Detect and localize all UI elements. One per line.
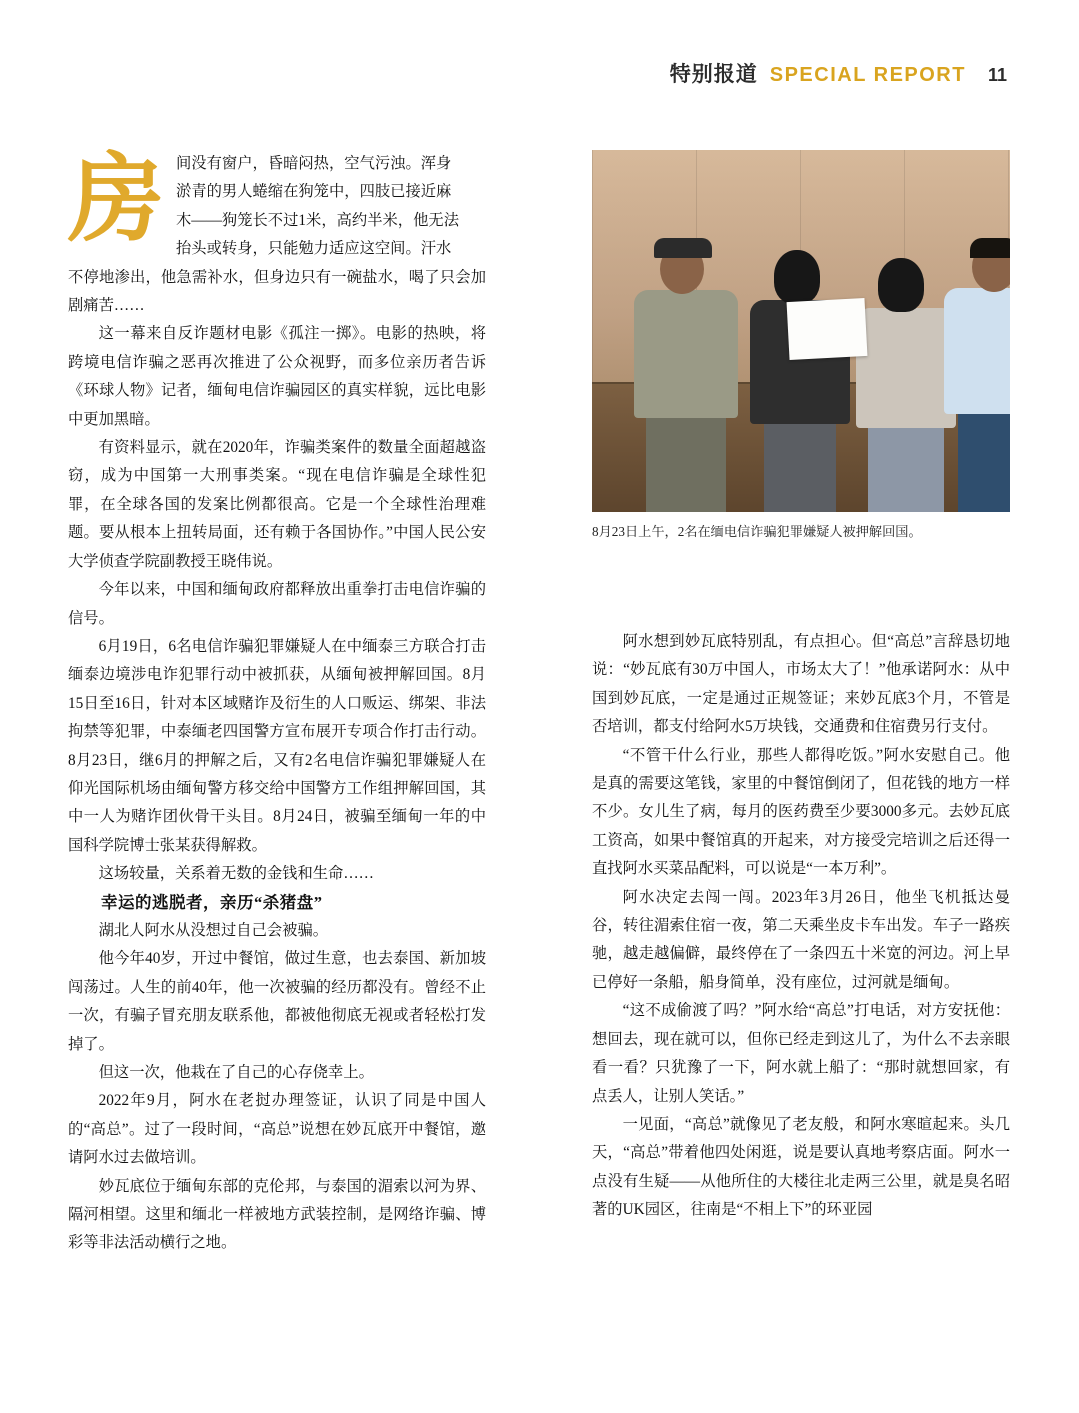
body-paragraph: 他今年40岁，开过中餐馆，做过生意，也去泰国、新加坡闯荡过。人生的前40年，他一次被骗的经历都没有。曾经不止一次，有骗子冒充朋友联系他，都被他彻底无视或者轻松打发掉了。 [68,950,486,1053]
figure-legs [868,426,944,512]
body-paragraph: 今年以来，中国和缅甸政府都释放出重拳打击电信诈骗的信号。 [68,581,486,627]
left-column [68,146,486,1258]
body-paragraph: 阿水想到妙瓦底特别乱，有点担心。但“高总”言辞恳切地说：“妙瓦底有30万中国人，市场太大了！”他承诺阿水：从中国到妙瓦底，一定是通过正规签证；来妙瓦底3个月，不管是否培训，都支付给阿水5万块钱，交通费和住宿费另行支付。 [592,633,1010,736]
section-title-en: SPECIAL REPORT [769,64,966,86]
lead-line: 抬头或转身，只能勉力适应这空间。汗水 [176,240,452,258]
police-officer-figure [630,244,742,512]
body-paragraph: 这场较量，关系着无数的金钱和生命…… [98,865,374,883]
lead-line: 木——狗笼长不过1米，高约半米，他无法 [176,211,459,229]
page-number: 11 [987,65,1007,85]
body-paragraph: 这一幕来自反诈题材电影《孤注一掷》。电影的热映，将跨境电信诈骗之恶再次推进了公众视野，而多位亲历者告诉《环球人物》记者，缅甸电信诈骗园区的真实样貌，远比电影中更加黑暗。 [68,325,486,428]
figure-body [944,288,1010,414]
body-paragraph: 阿水决定去闯一闯。2023年3月26日，他坐飞机抵达曼谷，转往湄索住宿一夜，第二天乘坐皮卡车出发。车子一路疾驰，越走越偏僻，最终停在了一条四五十米宽的河边。河上早已停好一条船，船身简单，没有座位，过河就是缅甸。 [592,888,1010,991]
page-header [670,58,1007,88]
body-paragraph: 一见面，“高总”就像见了老友般，和阿水寒暄起来。头几天，“高总”带着他四处闲逛，说是要认真地考察店面。阿水一点没有生疑——从他所住的大楼往北走两三公里，就是臭名昭著的UK园区，往南是“不相上下”的环亚园 [592,1115,1010,1219]
police-cap [654,238,712,258]
drop-cap: 房 [68,146,164,253]
photo-block [592,150,1010,541]
handover-document [787,298,868,360]
body-paragraph: “这不成偷渡了吗？”阿水给“高总”打电话，对方安抚他：想回去，现在就可以，但你已经走到这儿了，为什么不去亲眼看一看？只犹豫了一下，阿水就上船了：“那时就想回家，有点丢人，让别人笑话。” [592,1002,1010,1105]
right-column [592,628,1010,1225]
figure-body [856,308,956,428]
body-paragraph: 妙瓦底位于缅甸东部的克伦邦，与泰国的湄索以河为界、隔河相望。这里和缅北一样被地方武装控制，是网络诈骗、博彩等非法活动横行之地。 [68,1177,486,1252]
body-paragraph: 6月19日，6名电信诈骗犯罪嫌疑人在中缅泰三方联合打击缅泰边境涉电诈犯罪行动中被抓获，从缅甸被押解回国。8月15日至16日，针对本区域赌诈及衍生的人口贩运、绑架、非法拘禁等犯罪，中泰缅老四国警方宣布展开专项合作打击行动。8月23日，继6月的押解之后，又有2名电信诈骗犯罪嫌疑人在仰光国际机场由缅甸警方移交给中国警方工作组押解回国，其中一人为赌诈团伙骨干头目。8月24日，被骗至缅甸一年的中国科学院博士张某获得解救。 [68,637,486,854]
body-paragraph: 但这一次，他栽在了自己的心存侥幸上。 [98,1064,374,1081]
lead-paragraph [68,146,486,320]
suspects-handover-photo [592,150,1010,512]
body-paragraph: 有资料显示，就在2020年，诈骗类案件的数量全面超越盗窃，成为中国第一大刑事类案。“现在电信诈骗是全球性犯罪，在全球各国的发案比例都很高。它是一个全球性治理难题。要从根本上扭转局面，还有赖于各国协作。”中国人民公安大学侦查学院副教授王晓伟说。 [68,439,486,570]
figure-hood [774,250,820,304]
figure-legs [764,422,836,512]
body-paragraph: 2022年9月，阿水在老挝办理签证，认识了同是中国人的“高总”。过了一段时间，“高总”说想在妙瓦底开中餐馆，邀请阿水过去做培训。 [68,1092,486,1167]
section-subheading: 幸运的逃脱者，亲历“杀猪盘” [101,892,323,912]
figure-legs [646,416,726,512]
figure-hair [970,238,1010,258]
figure-hood [878,258,924,312]
lead-line: 间没有窗户，昏暗闷热，空气污浊。浑身 [176,155,452,172]
body-paragraph: “不管干什么行业，那些人都得吃饭。”阿水安慰自己。他是真的需要这笔钱，家里的中餐馆倒闭了，但花钱的地方一样不少。女儿生了病，每月的医药费至少要3000多元。去妙瓦底工资高，如果中餐馆真的开起来，对方接受完培训之后还得一直找阿水买菜品配料，可以说是“一本万利”。 [592,746,1010,878]
figure-legs [958,412,1010,512]
official-figure [944,242,1010,512]
hooded-suspect-figure-2 [854,254,958,512]
section-title-cn: 特别报道 [669,62,758,86]
figure-body [634,290,738,418]
lead-line: 淤青的男人蜷缩在狗笼中，四肢已接近麻 [176,183,452,201]
hooded-suspect-figure-1 [748,250,852,512]
photo-caption: 8月23日上午，2名在缅电信诈骗犯罪嫌疑人被押解回国。 [592,524,922,539]
body-paragraph: 湖北人阿水从没想过自己会被骗。 [98,921,329,939]
lead-rest: 不停地渗出，他急需补水，但身边只有一碗盐水，喝了只会加剧痛苦…… [68,268,486,315]
